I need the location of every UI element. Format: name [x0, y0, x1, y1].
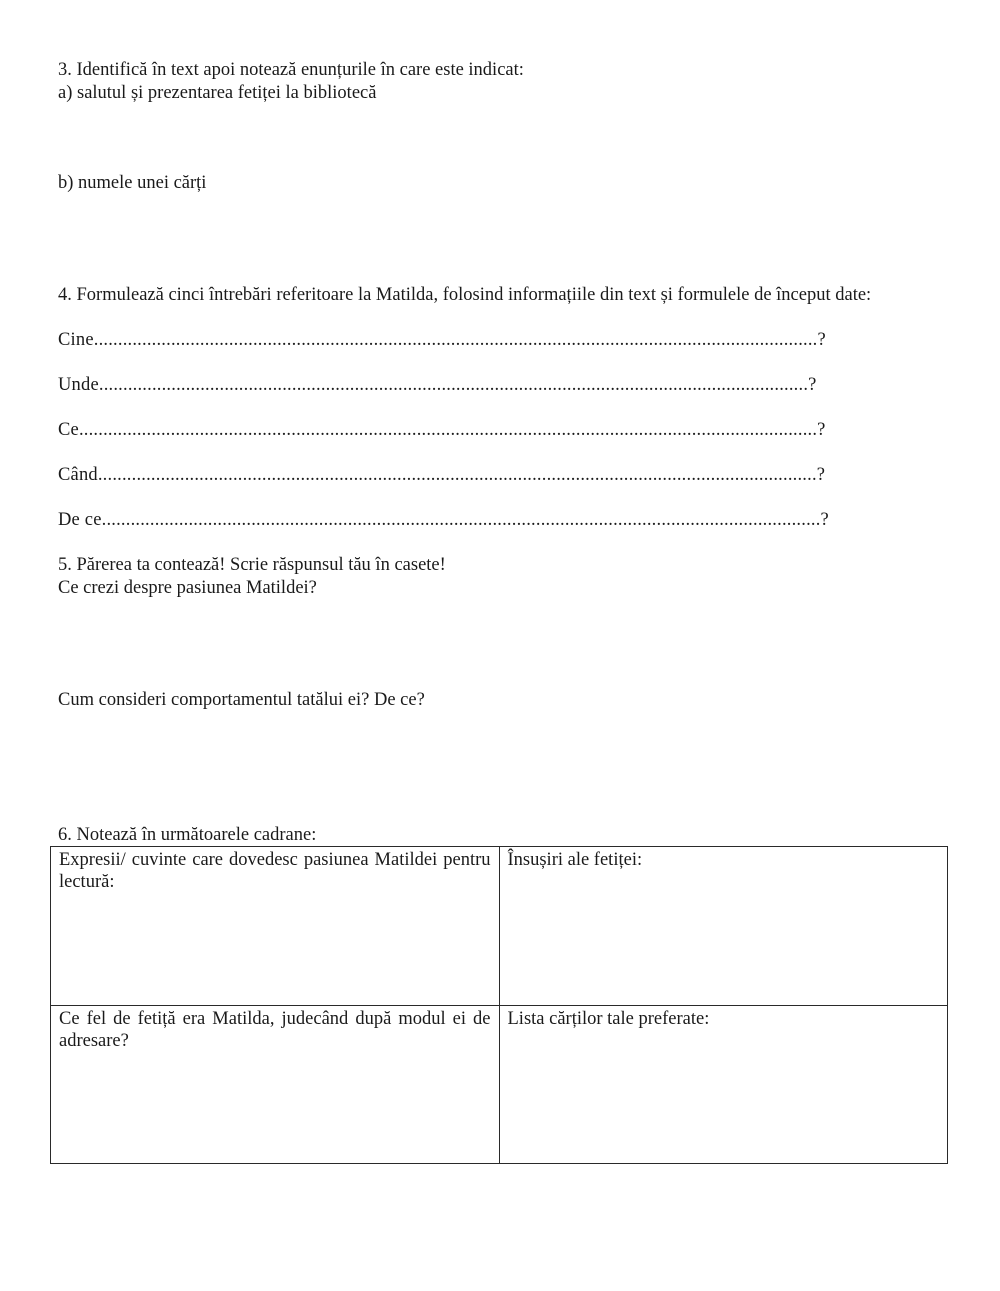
section5-question2: Cum consideri comportamentul tatălui ei? De ce?: [58, 690, 425, 710]
quadrant-adresare[interactable]: Ce fel de fetiță era Matilda, judecând după modul ei de adresare?: [51, 1005, 500, 1164]
section5-heading: 5. Părerea ta contează! Scrie răspunsul tău în casete!: [58, 555, 446, 575]
question-cine[interactable]: Cine......................................................................................................................................................?: [58, 330, 826, 350]
quadrant-pasiune[interactable]: Expresii/ cuvinte care dovedesc pasiunea Matildei pentru lectură:: [51, 847, 500, 1006]
section3-item-a: a) salutul și prezentarea fetiței la bibliotecă: [58, 83, 377, 103]
section5-question1: Ce crezi despre pasiunea Matildei?: [58, 578, 317, 598]
question-de-ce[interactable]: De ce.....................................................................................................................................................?: [58, 510, 829, 530]
section4-heading: 4. Formulează cinci întrebări referitoare la Matilda, folosind informațiile din text și formulele de început date:: [58, 285, 872, 305]
section6-heading: 6. Notează în următoarele cadrane:: [58, 825, 317, 845]
question-cand[interactable]: Când.....................................................................................................................................................?: [58, 465, 826, 485]
question-ce[interactable]: Ce.........................................................................................................................................................?: [58, 420, 826, 440]
quadrant-carti-preferate[interactable]: Lista cărților tale preferate:: [499, 1005, 948, 1164]
section3-item-b: b) numele unei cărți: [58, 173, 207, 193]
section3-heading: 3. Identifică în text apoi notează enunțurile în care este indicat:: [58, 60, 524, 80]
question-unde[interactable]: Unde...................................................................................................................................................?: [58, 375, 817, 395]
quadrant-table: [50, 846, 948, 1164]
quadrant-insusiri[interactable]: Însușiri ale fetiței:: [499, 847, 948, 1006]
